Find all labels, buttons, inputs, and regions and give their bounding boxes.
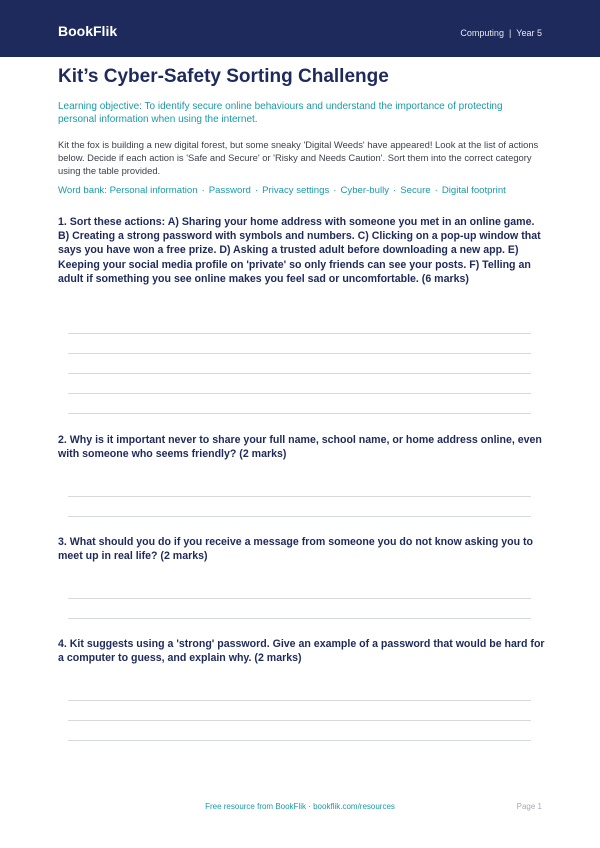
answer-line[interactable] <box>68 598 531 599</box>
question-4: 4. Kit suggests using a 'strong' password. Give an example of a password that would be hard for a computer to guess, and explain why. (2 marks) <box>58 638 545 665</box>
brand-logo: BookFlik <box>58 23 118 39</box>
answer-line[interactable] <box>68 740 531 741</box>
page-title: Kit’s Cyber-Safety Sorting Challenge <box>58 66 389 87</box>
word-bank-word: Cyber-bully <box>340 185 390 196</box>
answer-line[interactable] <box>68 618 531 619</box>
word-bank-label: Word bank: <box>58 185 107 196</box>
question-3: 3. What should you do if you receive a message from someone you do not know asking you to meet up in real life? (2 marks) <box>58 536 534 563</box>
question-1: 1. Sort these actions: A) Sharing your home address with someone you met in an online game. B) Creating a strong password with symbols and numbers. C) Clicking on a pop-up window that says you have won a free prize. D) Asking a trusted adult before downloading a new app. E) Keeping your social media profile on 'private' so only friends can see your posts. F) Telling an adult if something you see online makes you feel sad or uncomfortable. (6 marks) <box>58 216 541 285</box>
question-2: 2. Why is it important never to share your full name, school name, or home address online, even with someone who seems friendly? (2 marks) <box>58 434 542 461</box>
answer-line[interactable] <box>68 373 531 374</box>
intro-text: Kit the fox is building a new digital forest, but some sneaky 'Digital Weeds' have appeared! Look at the list of actions below. Decide if each action is 'Safe and Secure' or 'Risky and Needs Caution'. Sort them into the correct category using the table provided. <box>58 139 539 176</box>
footer-text: Free resource from BookFlik · bookflik.com/resources <box>205 802 395 811</box>
answer-line[interactable] <box>68 700 531 701</box>
answer-line[interactable] <box>68 496 531 497</box>
answer-line[interactable] <box>68 353 531 354</box>
word-bank-word: Password <box>208 185 251 196</box>
word-bank-word: Digital footprint <box>441 185 506 196</box>
learning-objective: Learning objective: To identify secure online behaviours and understand the importance of protecting personal information when using the internet. <box>58 101 503 125</box>
answer-line[interactable] <box>68 413 531 414</box>
year-label: Year 5 <box>516 28 542 38</box>
word-bank-word: Personal information <box>109 185 198 196</box>
answer-line[interactable] <box>68 333 531 334</box>
header-bar <box>0 0 600 57</box>
separator: | <box>508 28 512 38</box>
page-number: Page 1 <box>516 802 542 811</box>
answer-line[interactable] <box>68 516 531 517</box>
answer-line[interactable] <box>68 393 531 394</box>
subject-label: Computing <box>460 28 504 38</box>
word-bank-word: Secure <box>400 185 431 196</box>
subject-year <box>460 28 542 38</box>
word-bank: Word bank: Personal information · Password · Privacy settings · Cyber-bully · Secure · Digital footprint <box>58 185 506 196</box>
word-bank-word: Privacy settings <box>262 185 330 196</box>
answer-line[interactable] <box>68 720 531 721</box>
